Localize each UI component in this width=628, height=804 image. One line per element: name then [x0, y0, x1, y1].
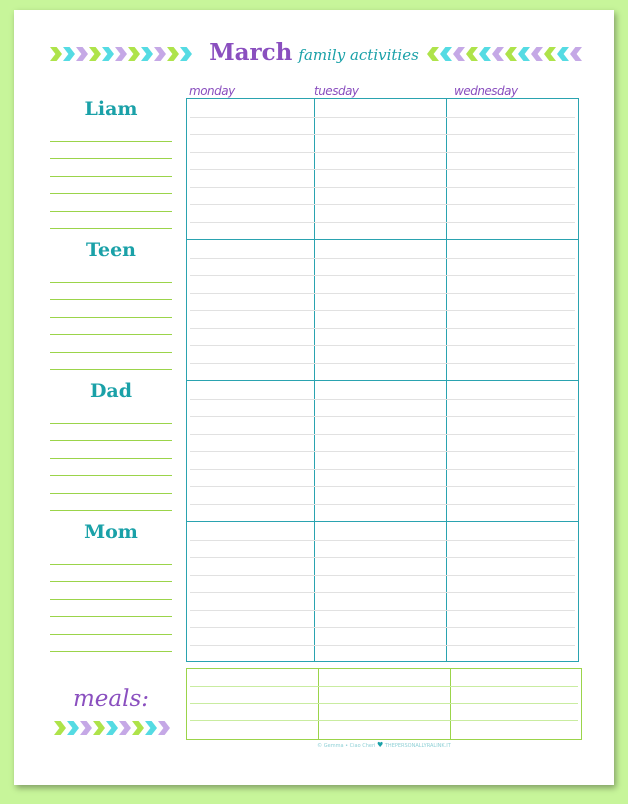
chevron-arrow-icon — [440, 47, 452, 61]
chevron-arrow-icon — [492, 47, 504, 61]
grid-entry-line[interactable] — [190, 310, 575, 311]
chevron-banner-meals — [54, 721, 170, 735]
chevron-arrow-icon — [544, 47, 556, 61]
writing-line[interactable] — [50, 193, 172, 194]
chevron-arrow-icon — [505, 47, 517, 61]
grid-entry-line[interactable] — [190, 645, 575, 646]
grid-divider-horizontal — [187, 380, 578, 381]
writing-line[interactable] — [50, 634, 172, 635]
chevron-arrow-icon — [54, 721, 66, 735]
person-name: Mom — [84, 521, 138, 543]
writing-line[interactable] — [50, 299, 172, 300]
title-month: March — [209, 39, 293, 66]
chevron-arrow-icon — [531, 47, 543, 61]
chevron-arrow-icon — [67, 721, 79, 735]
grid-entry-line[interactable] — [190, 204, 575, 205]
day-label-tuesday: tuesday — [314, 84, 359, 98]
title-subtitle: family activities — [298, 46, 419, 64]
writing-line[interactable] — [50, 317, 172, 318]
person-section-dad — [50, 376, 172, 511]
grid-entry-line[interactable] — [190, 187, 575, 188]
chevron-arrow-icon — [145, 721, 157, 735]
grid-entry-line[interactable] — [190, 627, 575, 628]
writing-line[interactable] — [50, 510, 172, 511]
grid-entry-line[interactable] — [190, 557, 575, 558]
chevron-arrow-icon — [132, 721, 144, 735]
footer-credit — [184, 741, 584, 749]
grid-entry-line[interactable] — [190, 169, 575, 170]
writing-line[interactable] — [50, 228, 172, 229]
planner-page — [14, 10, 614, 785]
chevron-arrow-icon — [80, 721, 92, 735]
grid-entry-line[interactable] — [190, 134, 575, 135]
writing-line[interactable] — [50, 158, 172, 159]
writing-line[interactable] — [50, 440, 172, 441]
chevron-arrow-icon — [453, 47, 465, 61]
chevron-arrow-icon — [479, 47, 491, 61]
footer-site: THEPERSONALLYRALINK.IT — [384, 743, 451, 749]
writing-line[interactable] — [50, 599, 172, 600]
chevron-banner-right — [427, 47, 582, 61]
footer-copyright: © Gemma • Ciao Cheri — [317, 743, 376, 749]
grid-divider-horizontal — [187, 239, 578, 240]
day-label-monday: monday — [189, 84, 235, 98]
grid-entry-line[interactable] — [190, 592, 575, 593]
meals-entry-line[interactable] — [190, 686, 578, 687]
writing-line[interactable] — [50, 616, 172, 617]
writing-line[interactable] — [50, 211, 172, 212]
grid-entry-line[interactable] — [190, 610, 575, 611]
grid-entry-line[interactable] — [190, 469, 575, 470]
writing-line[interactable] — [50, 493, 172, 494]
day-label-wednesday: wednesday — [454, 84, 518, 98]
grid-divider-horizontal — [187, 521, 578, 522]
grid-entry-line[interactable] — [190, 575, 575, 576]
writing-line[interactable] — [50, 475, 172, 476]
grid-entry-line[interactable] — [190, 451, 575, 452]
writing-line[interactable] — [50, 334, 172, 335]
chevron-arrow-icon — [466, 47, 478, 61]
writing-line[interactable] — [50, 176, 172, 177]
writing-line[interactable] — [50, 141, 172, 142]
chevron-arrow-icon — [557, 47, 569, 61]
grid-entry-line[interactable] — [190, 275, 575, 276]
person-name: Liam — [84, 98, 138, 120]
grid-entry-line[interactable] — [190, 486, 575, 487]
meals-label: meals: — [72, 686, 150, 712]
activity-grid — [186, 98, 579, 662]
grid-entry-line[interactable] — [190, 416, 575, 417]
writing-line[interactable] — [50, 458, 172, 459]
grid-entry-line[interactable] — [190, 117, 575, 118]
grid-entry-line[interactable] — [190, 258, 575, 259]
writing-line[interactable] — [50, 564, 172, 565]
writing-line[interactable] — [50, 369, 172, 370]
grid-entry-line[interactable] — [190, 345, 575, 346]
chevron-arrow-icon — [158, 721, 170, 735]
grid-entry-line[interactable] — [190, 328, 575, 329]
meals-entry-line[interactable] — [190, 703, 578, 704]
chevron-arrow-icon — [106, 721, 118, 735]
grid-entry-line[interactable] — [190, 363, 575, 364]
grid-entry-line[interactable] — [190, 222, 575, 223]
meals-divider-vertical — [318, 669, 319, 739]
person-name: Dad — [89, 380, 133, 402]
meals-divider-vertical — [450, 669, 451, 739]
grid-entry-line[interactable] — [190, 434, 575, 435]
writing-line[interactable] — [50, 651, 172, 652]
grid-entry-line[interactable] — [190, 399, 575, 400]
writing-line[interactable] — [50, 423, 172, 424]
person-section-liam — [50, 94, 172, 229]
grid-entry-line[interactable] — [190, 293, 575, 294]
chevron-arrow-icon — [93, 721, 105, 735]
writing-line[interactable] — [50, 581, 172, 582]
chevron-arrow-icon — [119, 721, 131, 735]
person-section-teen — [50, 235, 172, 370]
meals-entry-line[interactable] — [190, 720, 578, 721]
meals-grid — [186, 668, 582, 740]
person-name: Teen — [86, 239, 136, 261]
grid-entry-line[interactable] — [190, 152, 575, 153]
leaf-icon: ♥ — [377, 741, 384, 749]
grid-entry-line[interactable] — [190, 540, 575, 541]
chevron-arrow-icon — [427, 47, 439, 61]
chevron-arrow-icon — [518, 47, 530, 61]
person-section-mom — [50, 517, 172, 652]
grid-entry-line[interactable] — [190, 504, 575, 505]
writing-line[interactable] — [50, 282, 172, 283]
chevron-arrow-icon — [570, 47, 582, 61]
writing-line[interactable] — [50, 352, 172, 353]
